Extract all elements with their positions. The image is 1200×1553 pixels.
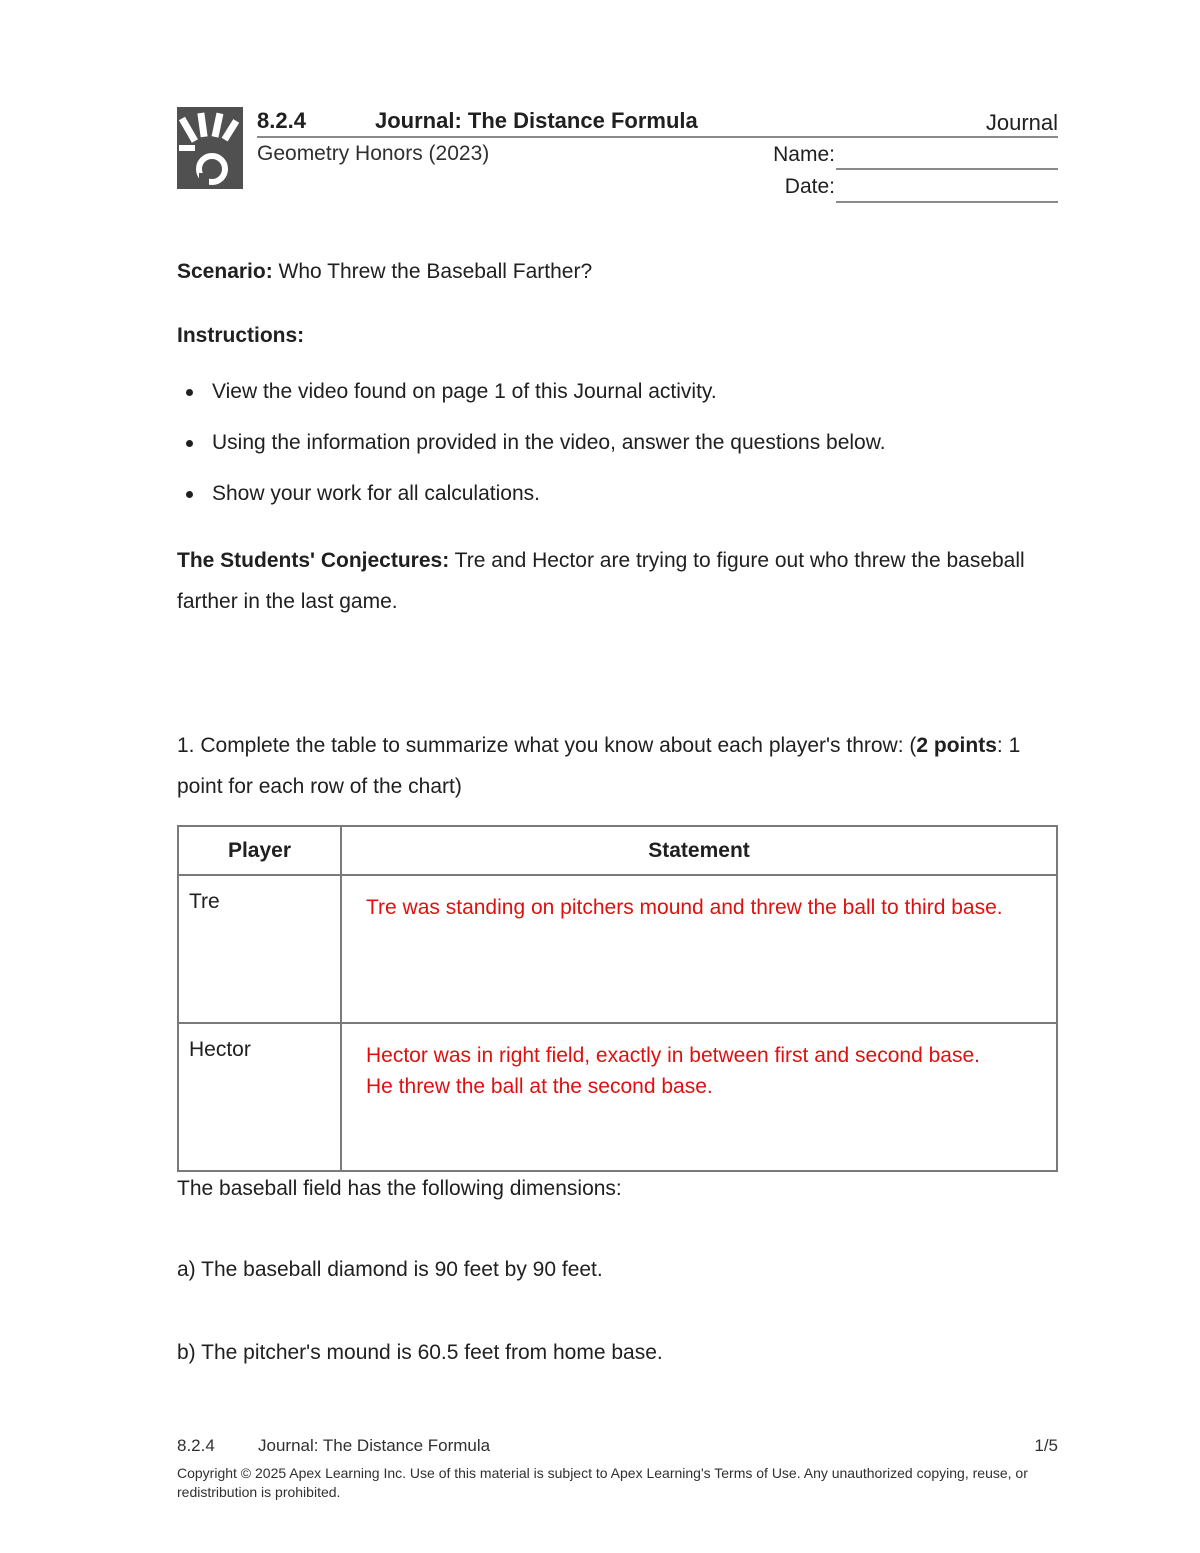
player-statement-table	[177, 825, 1058, 1172]
course-name: Geometry Honors (2023)	[257, 142, 490, 165]
dimension-a: a) The baseball diamond is 90 feet by 90 feet.	[177, 1258, 603, 1281]
statement-cell[interactable]	[341, 875, 1057, 1023]
header-player: Player	[178, 826, 341, 875]
header-divider	[257, 136, 1058, 138]
footer-lesson-number: 8.2.4	[177, 1436, 215, 1455]
list-item: Show your work for all calculations.	[177, 480, 1057, 508]
player-cell: Tre	[178, 875, 341, 1023]
scenario	[177, 258, 592, 286]
statement-cell[interactable]	[341, 1023, 1057, 1171]
statement-line: Hector was in right field, exactly in between first and second base.	[366, 1044, 980, 1067]
statement-line: Tre was standing on pitchers mound and threw the ball to third base.	[366, 896, 1003, 919]
dimension-b: b) The pitcher's mound is 60.5 feet from home base.	[177, 1341, 663, 1364]
students-conjectures	[177, 540, 1057, 622]
apex-logo-icon	[177, 107, 243, 189]
document-type: Journal	[985, 110, 1058, 135]
lesson-title: Journal: The Distance Formula	[375, 108, 698, 133]
instructions-heading: Instructions:	[177, 324, 305, 347]
player-cell: Hector	[178, 1023, 341, 1171]
footer-lesson-title: Journal: The Distance Formula	[258, 1436, 491, 1455]
table-header-row	[178, 826, 1057, 875]
dimensions-intro: The baseball field has the following dimensions:	[177, 1177, 622, 1200]
conjectures-text: Tre and Hector are trying to figure out who threw the baseball farther in the last game.	[177, 549, 1025, 613]
page-number: 1/5	[1034, 1436, 1058, 1455]
date-field[interactable]	[836, 201, 1058, 203]
list-item: View the video found on page 1 of this Journal activity.	[177, 378, 1057, 406]
scenario-label: Scenario:	[177, 260, 273, 283]
date-label: Date:	[784, 175, 835, 198]
statement-line: He threw the ball at the second base.	[366, 1075, 713, 1098]
question-1-points: 2 points	[916, 734, 997, 757]
lesson-number: 8.2.4	[257, 108, 306, 133]
question-1-points-detail: : 1 point for each row of the chart)	[177, 734, 1021, 798]
table-row	[178, 1023, 1057, 1171]
name-field[interactable]	[836, 168, 1058, 170]
question-1	[177, 725, 1057, 807]
instructions-list	[177, 378, 1057, 531]
scenario-text: Who Threw the Baseball Farther?	[272, 260, 593, 283]
conjectures-label: The Students' Conjectures:	[177, 549, 450, 572]
header-statement: Statement	[341, 826, 1057, 875]
list-item: Using the information provided in the video, answer the questions below.	[177, 429, 1057, 457]
table-row	[178, 875, 1057, 1023]
copyright-notice: Copyright © 2025 Apex Learning Inc. Use of this material is subject to Apex Learning's Terms of Use. Any unauthorized copying, reuse, or redistribution is prohibited.	[177, 1465, 1028, 1500]
question-1-text: 1. Complete the table to summarize what you know about each player's throw: (	[177, 734, 917, 757]
name-label: Name:	[773, 143, 835, 166]
